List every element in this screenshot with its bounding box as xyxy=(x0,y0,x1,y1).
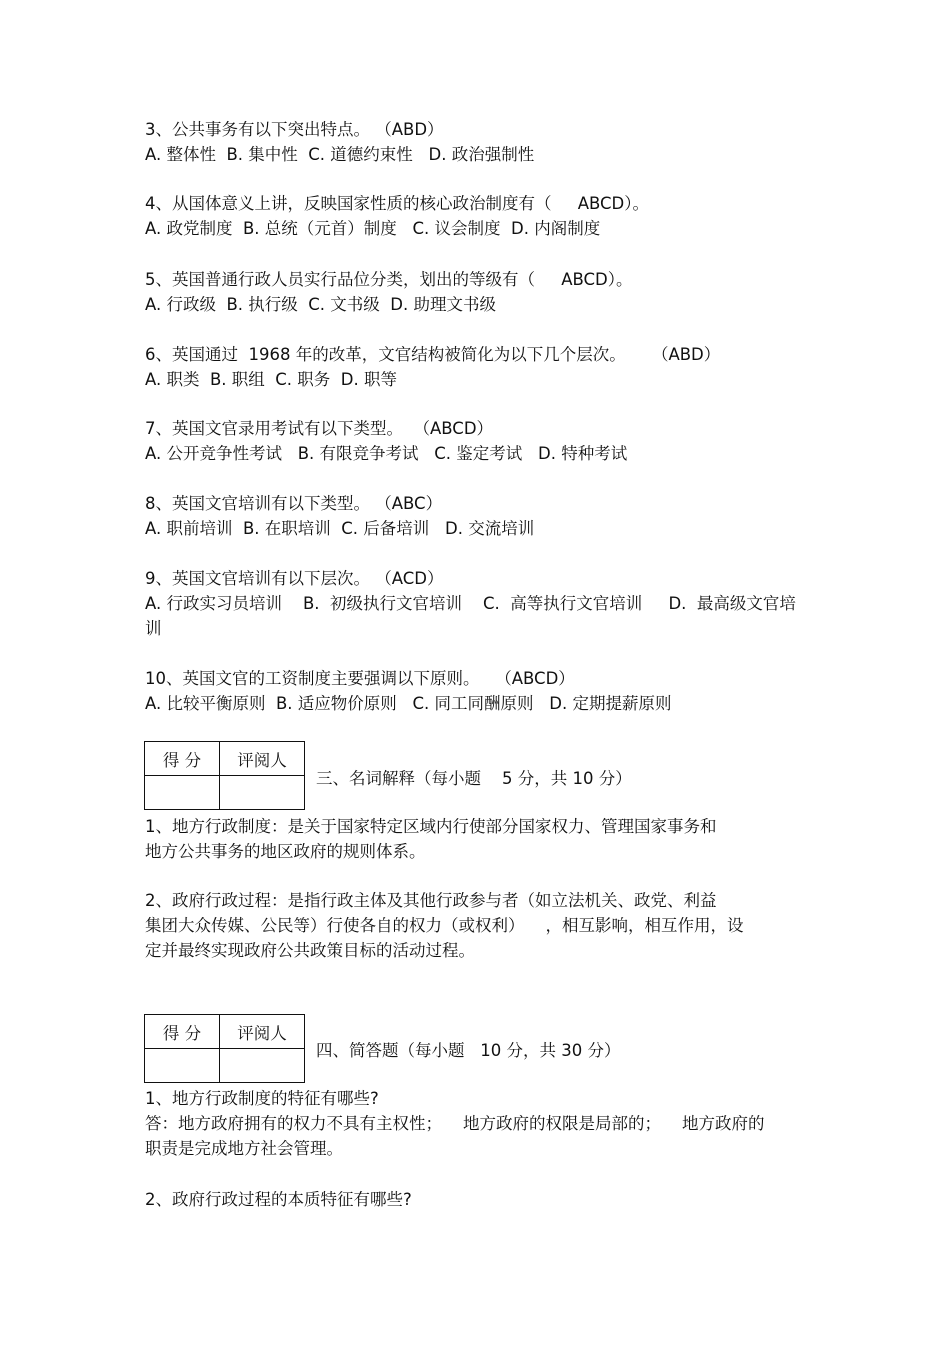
question-stem: 7、英国文官录用考试有以下类型。 （ABCD） xyxy=(145,419,494,438)
score-label: 得 分 xyxy=(145,1015,220,1049)
question-4 xyxy=(145,191,810,241)
question-options: A. 职前培训 B. 在职培训 C. 后备培训 D. 交流培训 xyxy=(145,519,535,538)
term-line: 2、政府行政过程：是指行政主体及其他行政参与者（如立法机关、政党、利益 xyxy=(145,891,717,910)
short-answer-2 xyxy=(145,1187,810,1212)
question-stem: 10、英国文官的工资制度主要强调以下原则。 （ABCD） xyxy=(145,669,575,688)
question-6 xyxy=(145,342,810,392)
question-stem: 8、英国文官培训有以下类型。 （ABC） xyxy=(145,494,443,513)
section4-title: 四、简答题（每小题 10 分，共 30 分） xyxy=(316,1041,621,1060)
term-1 xyxy=(145,814,810,864)
question-8 xyxy=(145,491,810,541)
question-options: A. 公开竞争性考试 B. 有限竞争考试 C. 鉴定考试 D. 特种考试 xyxy=(145,444,628,463)
question-stem: 5、英国普通行政人员实行品位分类，划出的等级有（ ABCD）。 xyxy=(145,270,633,289)
question-options: A. 整体性 B. 集中性 C. 道德约束性 D. 政治强制性 xyxy=(145,145,535,164)
term-line: 集团大众传媒、公民等）行使各自的权力（或权利） ，相互影响，相互作用，设 xyxy=(145,916,744,935)
question-options: A. 政党制度 B. 总统（元首）制度 C. 议会制度 D. 内阁制度 xyxy=(145,219,601,238)
question-stem: 6、英国通过 1968 年的改革，文官结构被简化为以下几个层次。 （ABD） xyxy=(145,345,721,364)
reviewer-label: 评阅人 xyxy=(220,742,305,776)
reviewer-cell xyxy=(220,776,305,810)
score-table-section3 xyxy=(144,741,305,810)
question-10 xyxy=(145,666,810,716)
score-label: 得 分 xyxy=(145,742,220,776)
answer-line: 职责是完成地方社会管理。 xyxy=(145,1139,343,1158)
reviewer-cell xyxy=(220,1049,305,1083)
term-2 xyxy=(145,888,810,963)
question-options: A. 比较平衡原则 B. 适应物价原则 C. 同工同酬原则 D. 定期提薪原则 xyxy=(145,694,672,713)
question-3 xyxy=(145,117,810,167)
score-table-section4 xyxy=(144,1014,305,1083)
score-cell xyxy=(145,776,220,810)
question-text: 1、地方行政制度的特征有哪些? xyxy=(145,1089,379,1108)
question-stem: 3、公共事务有以下突出特点。 （ABD） xyxy=(145,120,444,139)
term-line: 1、地方行政制度：是关于国家特定区域内行使部分国家权力、管理国家事务和 xyxy=(145,817,717,836)
question-9 xyxy=(145,566,810,641)
term-line: 定并最终实现政府公共政策目标的活动过程。 xyxy=(145,941,475,960)
reviewer-label: 评阅人 xyxy=(220,1015,305,1049)
question-options: A. 行政实习员培训 B. 初级执行文官培训 C. 高等执行文官培训 D. 最高级文官培训 xyxy=(145,594,796,638)
question-5 xyxy=(145,267,810,317)
question-7 xyxy=(145,416,810,466)
question-options: A. 行政级 B. 执行级 C. 文书级 D. 助理文书级 xyxy=(145,295,496,314)
question-options: A. 职类 B. 职组 C. 职务 D. 职等 xyxy=(145,370,397,389)
question-text: 2、政府行政过程的本质特征有哪些? xyxy=(145,1190,412,1209)
question-stem: 4、从国体意义上讲，反映国家性质的核心政治制度有（ ABCD）。 xyxy=(145,194,650,213)
term-line: 地方公共事务的地区政府的规则体系。 xyxy=(145,842,426,861)
short-answer-1 xyxy=(145,1086,810,1161)
section3-title: 三、名词解释（每小题 5 分，共 10 分） xyxy=(316,769,632,788)
question-stem: 9、英国文官培训有以下层次。 （ACD） xyxy=(145,569,444,588)
score-cell xyxy=(145,1049,220,1083)
answer-line: 答：地方政府拥有的权力不具有主权性； 地方政府的权限是局部的； 地方政府的 xyxy=(145,1114,765,1133)
